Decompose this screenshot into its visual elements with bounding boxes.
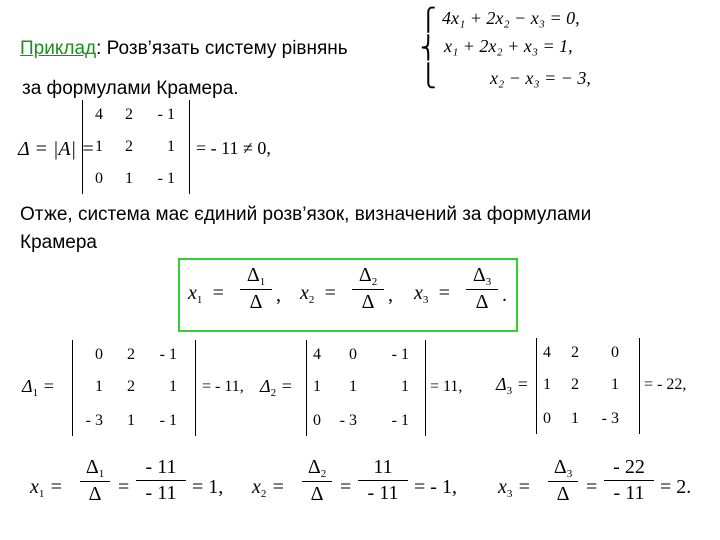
solution-x1-value-fraction bbox=[136, 456, 186, 505]
delta-symbol: Δ bbox=[22, 376, 33, 396]
delta-symbol: Δ bbox=[260, 376, 271, 396]
solution-x2-result: = - 1, bbox=[414, 476, 457, 498]
conclusion-line-2: Крамера bbox=[20, 232, 97, 253]
matrix-cell: 1 bbox=[543, 376, 551, 393]
main-det-lhs: Δ = |A| = bbox=[18, 138, 95, 160]
matrix-cell: - 1 bbox=[391, 346, 409, 363]
matrix-cell: 2 bbox=[125, 106, 133, 123]
var-symbol: x bbox=[300, 282, 309, 304]
cramer-x2: $x_2$ = bbox=[300, 282, 337, 306]
delta-subscript: 3 bbox=[506, 385, 513, 397]
det-2-matrix bbox=[306, 340, 426, 436]
value-denominator: - 11 bbox=[613, 482, 645, 504]
var-subscript: 1 bbox=[38, 488, 45, 500]
equation-1: 4x₁ + 2x₂ − x₃ = 0, bbox=[442, 8, 580, 28]
equation-2: x₁ + 2x₂ + x₃ = 1, bbox=[444, 36, 573, 56]
delta-denominator: Δ bbox=[88, 483, 102, 505]
cramer-x1-fraction bbox=[240, 264, 272, 314]
matrix-cell: 0 bbox=[543, 410, 551, 427]
matrix-cell: 1 bbox=[95, 138, 103, 155]
matrix-cell: 2 bbox=[571, 344, 579, 361]
equation-3: x₂ − x₃ = − 3, bbox=[490, 68, 591, 88]
matrix-cell: 1 bbox=[169, 378, 177, 395]
matrix-cell: 1 bbox=[127, 412, 135, 429]
delta-symbol: Δ bbox=[307, 456, 321, 478]
delta-subscript: 2 bbox=[371, 276, 378, 288]
matrix-cell: 0 bbox=[95, 346, 103, 363]
matrix-cell: 4 bbox=[95, 106, 103, 123]
det-2-rhs: = 11, bbox=[430, 378, 463, 395]
cramer-x3-tail: . bbox=[502, 284, 507, 306]
solution-x2-delta-fraction bbox=[302, 456, 332, 506]
main-determinant bbox=[18, 100, 338, 200]
matrix-cell: 1 bbox=[349, 378, 357, 395]
solution-x1 bbox=[30, 452, 240, 532]
matrix-cell: - 1 bbox=[159, 346, 177, 363]
value-denominator: - 11 bbox=[145, 482, 177, 504]
det-3-label: $\Delta_3$ = bbox=[496, 374, 529, 397]
delta-subscript: 2 bbox=[270, 387, 277, 399]
solution-x3-result: = 2. bbox=[660, 476, 692, 498]
delta-denominator: Δ bbox=[249, 291, 263, 313]
matrix-cell: 1 bbox=[313, 378, 321, 395]
intro-line-2: за формулами Крамера. bbox=[22, 78, 239, 99]
cramer-x2-fraction bbox=[352, 264, 384, 314]
matrix-cell: 0 bbox=[95, 170, 103, 187]
solution-x3-value-fraction bbox=[604, 456, 654, 505]
det-2-label: $\Delta_2$ = bbox=[260, 376, 293, 399]
det-1-matrix bbox=[72, 340, 196, 436]
det-3-rhs: = - 22, bbox=[644, 376, 687, 393]
delta-subscript: 1 bbox=[259, 276, 266, 288]
solution-x1-result: = 1, bbox=[192, 476, 224, 498]
matrix-cell: 1 bbox=[571, 410, 579, 427]
matrix-cell: 1 bbox=[95, 378, 103, 395]
var-symbol: x bbox=[252, 476, 261, 498]
matrix-cell: 4 bbox=[313, 346, 321, 363]
solution-x2 bbox=[252, 452, 482, 532]
matrix-cell: 4 bbox=[543, 344, 551, 361]
delta-denominator: Δ bbox=[310, 483, 324, 505]
matrix-cell: 1 bbox=[401, 378, 409, 395]
cramer-x1-tail: , bbox=[276, 284, 281, 306]
value-numerator: - 11 bbox=[145, 456, 177, 478]
matrix-cell: - 1 bbox=[391, 412, 409, 429]
var-symbol: x bbox=[30, 476, 39, 498]
delta-subscript: 3 bbox=[566, 468, 573, 480]
var-subscript: 2 bbox=[260, 488, 267, 500]
cramer-x3-fraction bbox=[466, 264, 498, 314]
equals-sign: = bbox=[586, 476, 598, 498]
main-det-matrix bbox=[82, 100, 190, 194]
delta-subscript: 2 bbox=[320, 468, 327, 480]
matrix-cell: - 3 bbox=[85, 412, 103, 429]
matrix-cell: 0 bbox=[349, 346, 357, 363]
delta-subscript: 1 bbox=[98, 468, 105, 480]
equals-sign: = bbox=[118, 476, 130, 498]
det-1-label: $\Delta_1$ = bbox=[22, 376, 55, 399]
matrix-cell: - 3 bbox=[601, 410, 619, 427]
det-delta-1 bbox=[22, 340, 252, 440]
solution-x1-lhs: $x_1$ = bbox=[30, 476, 63, 500]
var-subscript: 3 bbox=[422, 294, 429, 306]
matrix-cell: 0 bbox=[611, 344, 619, 361]
delta-symbol: Δ bbox=[553, 456, 567, 478]
delta-symbol: Δ bbox=[358, 264, 372, 286]
var-subscript: 2 bbox=[308, 294, 315, 306]
main-det-rhs: = - 11 ≠ 0, bbox=[196, 138, 271, 158]
intro-text: : Розв’язать систему рівнянь bbox=[96, 38, 348, 59]
delta-denominator: Δ bbox=[361, 291, 375, 313]
var-symbol: x bbox=[498, 476, 507, 498]
equals-sign: = bbox=[340, 476, 352, 498]
value-numerator: 11 bbox=[373, 456, 393, 478]
equation-system bbox=[420, 4, 640, 96]
delta-subscript: 1 bbox=[32, 387, 39, 399]
matrix-cell: 0 bbox=[313, 412, 321, 429]
system-brace: ⎧ ⎨ ⎩ bbox=[420, 7, 437, 88]
solution-x3 bbox=[498, 452, 708, 532]
matrix-cell: - 1 bbox=[157, 106, 175, 123]
cramer-formula-box bbox=[178, 258, 518, 332]
matrix-cell: 1 bbox=[611, 376, 619, 393]
var-symbol: x bbox=[414, 282, 423, 304]
var-subscript: 1 bbox=[196, 294, 203, 306]
cramer-x2-tail: , bbox=[388, 284, 393, 306]
cramer-x3: $x_3$ = bbox=[414, 282, 451, 306]
matrix-cell: 1 bbox=[167, 138, 175, 155]
value-numerator: - 22 bbox=[613, 456, 645, 478]
det-3-matrix bbox=[536, 338, 640, 434]
solution-x3-delta-fraction bbox=[548, 456, 578, 506]
det-delta-3 bbox=[496, 338, 716, 438]
matrix-cell: - 3 bbox=[339, 412, 357, 429]
value-denominator: - 11 bbox=[367, 482, 399, 504]
matrix-cell: - 1 bbox=[159, 412, 177, 429]
conclusion-line-1: Отже, система має єдиний розв’язок, визначений за формулами bbox=[20, 204, 592, 225]
example-label: Приклад bbox=[20, 38, 97, 59]
det-delta-2 bbox=[260, 340, 480, 440]
matrix-cell: - 1 bbox=[157, 170, 175, 187]
solution-x2-value-fraction bbox=[358, 456, 408, 505]
delta-denominator: Δ bbox=[556, 483, 570, 505]
delta-symbol: Δ bbox=[85, 456, 99, 478]
delta-symbol: Δ bbox=[472, 264, 486, 286]
var-symbol: x bbox=[188, 282, 197, 304]
cramer-x1: $x_1$ = bbox=[188, 282, 225, 306]
intro-line-1 bbox=[20, 38, 348, 60]
solution-x2-lhs: $x_2$ = bbox=[252, 476, 285, 500]
matrix-cell: 2 bbox=[125, 138, 133, 155]
solution-x3-lhs: $x_3$ = bbox=[498, 476, 531, 500]
delta-symbol: Δ bbox=[246, 264, 260, 286]
delta-subscript: 3 bbox=[485, 276, 492, 288]
matrix-cell: 2 bbox=[127, 346, 135, 363]
var-subscript: 3 bbox=[506, 488, 513, 500]
delta-symbol: Δ bbox=[496, 374, 507, 394]
delta-denominator: Δ bbox=[475, 291, 489, 313]
matrix-cell: 1 bbox=[125, 170, 133, 187]
det-1-rhs: = - 11, bbox=[202, 378, 244, 395]
matrix-cell: 2 bbox=[571, 376, 579, 393]
solution-x1-delta-fraction bbox=[80, 456, 110, 506]
matrix-cell: 2 bbox=[127, 378, 135, 395]
